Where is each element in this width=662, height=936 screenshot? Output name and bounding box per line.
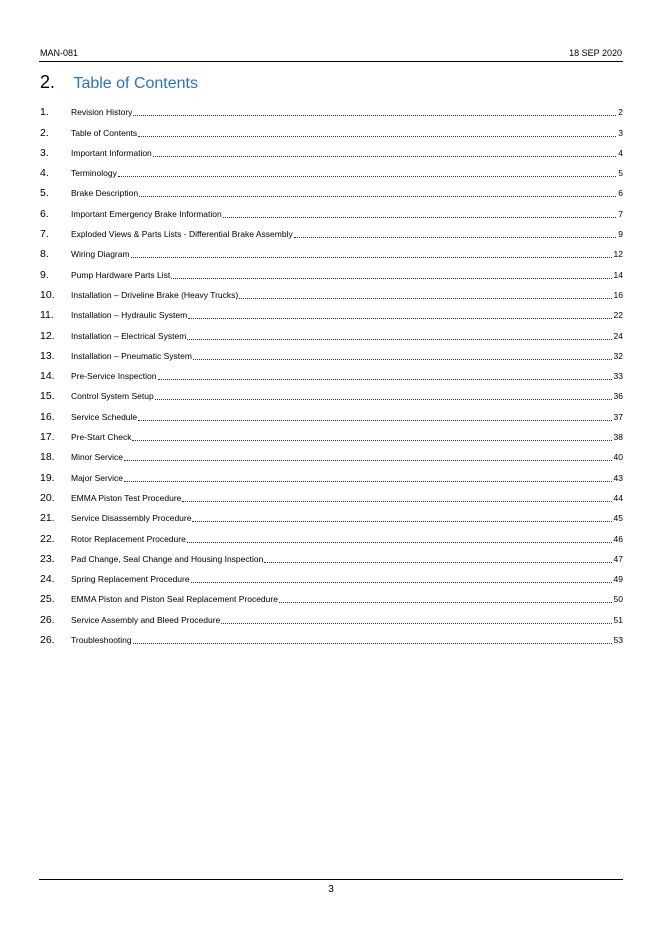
toc-leader-dots — [133, 643, 612, 644]
toc-entry[interactable] — [40, 605, 623, 625]
toc-entry-title[interactable]: Terminology — [71, 168, 117, 179]
toc-entry-number: 4. — [40, 167, 49, 180]
toc-entry-page: 45 — [613, 513, 623, 524]
toc-leader-dots — [187, 542, 612, 543]
page-footer — [39, 879, 623, 895]
document-date: 18 SEP 2020 — [569, 48, 622, 58]
page-number: 3 — [328, 884, 334, 895]
toc-entry-title[interactable]: Rotor Replacement Procedure — [71, 533, 186, 544]
toc-entry-title[interactable]: Major Service — [71, 472, 123, 483]
toc-entry[interactable] — [40, 118, 623, 138]
toc-leader-dots — [223, 217, 617, 218]
toc-entry-title[interactable]: Revision History — [71, 107, 133, 118]
toc-leader-dots — [239, 298, 611, 299]
toc-entry-title[interactable]: EMMA Piston and Piston Seal Replacement Procedure — [71, 594, 278, 605]
toc-entry-number: 16. — [40, 410, 55, 423]
toc-entry[interactable] — [40, 98, 623, 118]
toc-entry-number: 2. — [40, 126, 49, 139]
toc-entry[interactable] — [40, 565, 623, 585]
toc-entry[interactable] — [40, 585, 623, 605]
toc-entry-page: 7 — [618, 208, 623, 219]
toc-entry-page: 53 — [613, 635, 623, 646]
toc-entry-title[interactable]: Exploded Views & Parts Lists - Differential Brake Assembly — [71, 229, 293, 240]
toc-entry-title[interactable]: Important Emergency Brake Information — [71, 208, 222, 219]
toc-entry-title[interactable]: Pre-Service Inspection — [71, 371, 157, 382]
toc-entry[interactable] — [40, 301, 623, 321]
toc-entry-page: 14 — [613, 269, 623, 280]
toc-leader-dots — [264, 562, 611, 563]
toc-entry-title[interactable]: EMMA Piston Test Procedure — [71, 492, 182, 503]
toc-entry[interactable] — [40, 199, 623, 219]
toc-entry-page: 50 — [613, 594, 623, 605]
toc-leader-dots — [138, 420, 611, 421]
toc-entry-number: 3. — [40, 146, 49, 159]
toc-entry-page: 40 — [613, 452, 623, 463]
toc-leader-dots — [124, 481, 612, 482]
toc-entry[interactable] — [40, 179, 623, 199]
toc-entry[interactable] — [40, 139, 623, 159]
toc-entry-number: 10. — [40, 288, 55, 301]
toc-entry-title[interactable]: Installation – Electrical System — [71, 330, 187, 341]
toc-entry-page: 32 — [613, 350, 623, 361]
toc-entry-title[interactable]: Spring Replacement Procedure — [71, 574, 190, 585]
toc-leader-dots — [171, 278, 611, 279]
toc-entry-title[interactable]: Pad Change, Seal Change and Housing Inspection — [71, 553, 264, 564]
toc-entry-page: 46 — [613, 533, 623, 544]
section-number: 2. — [40, 72, 56, 92]
toc-entry-number: 23. — [40, 552, 55, 565]
toc-entry[interactable] — [40, 382, 623, 402]
toc-leader-dots — [279, 602, 612, 603]
toc-entry[interactable] — [40, 524, 623, 544]
toc-leader-dots — [132, 440, 611, 441]
toc-entry-title[interactable]: Table of Contents — [71, 127, 138, 138]
toc-entry-page: 4 — [618, 147, 623, 158]
toc-entry[interactable] — [40, 220, 623, 240]
toc-entry-number: 13. — [40, 349, 55, 362]
toc-entry-number: 9. — [40, 268, 49, 281]
toc-entry-number: 22. — [40, 532, 55, 545]
toc-leader-dots — [158, 379, 612, 380]
toc-entry-title[interactable]: Installation – Pneumatic System — [71, 350, 192, 361]
toc-entry[interactable] — [40, 443, 623, 463]
section-heading — [40, 71, 198, 93]
toc-entry-title[interactable]: Minor Service — [71, 452, 123, 463]
toc-entry-page: 6 — [618, 188, 623, 199]
toc-entry-page: 9 — [618, 229, 623, 240]
toc-entry-number: 21. — [40, 512, 55, 525]
toc-entry-page: 37 — [613, 411, 623, 422]
toc-entry[interactable] — [40, 260, 623, 280]
toc-entry-number: 7. — [40, 228, 49, 241]
toc-entry-number: 5. — [40, 187, 49, 200]
toc-entry-number: 26. — [40, 613, 55, 626]
toc-entry[interactable] — [40, 626, 623, 646]
toc-leader-dots — [193, 359, 612, 360]
toc-entry-title[interactable]: Important Information — [71, 147, 152, 158]
toc-entry-page: 24 — [613, 330, 623, 341]
table-of-contents — [40, 98, 623, 646]
toc-leader-dots — [153, 156, 616, 157]
toc-leader-dots — [155, 399, 612, 400]
toc-leader-dots — [192, 521, 611, 522]
toc-leader-dots — [182, 501, 611, 502]
toc-entry-page: 36 — [613, 391, 623, 402]
toc-leader-dots — [221, 623, 611, 624]
toc-entry-number: 1. — [40, 106, 49, 119]
toc-entry[interactable] — [40, 281, 623, 301]
toc-entry-title[interactable]: Wiring Diagram — [71, 249, 130, 260]
toc-leader-dots — [294, 237, 617, 238]
toc-entry[interactable] — [40, 484, 623, 504]
toc-entry-number: 15. — [40, 390, 55, 403]
toc-entry-number: 8. — [40, 248, 49, 261]
toc-entry-title[interactable]: Brake Description — [71, 188, 139, 199]
toc-entry-page: 51 — [613, 614, 623, 625]
toc-leader-dots — [188, 318, 611, 319]
toc-entry-number: 20. — [40, 491, 55, 504]
toc-entry[interactable] — [40, 463, 623, 483]
toc-leader-dots — [191, 582, 612, 583]
toc-entry-number: 6. — [40, 207, 49, 220]
page-header — [39, 44, 623, 62]
toc-entry-page: 3 — [618, 127, 623, 138]
toc-entry[interactable] — [40, 240, 623, 260]
toc-entry[interactable] — [40, 342, 623, 362]
toc-entry-number: 24. — [40, 573, 55, 586]
toc-entry-number: 12. — [40, 329, 55, 342]
toc-entry-number: 26. — [40, 634, 55, 647]
toc-entry-page: 12 — [613, 249, 623, 260]
toc-entry-page: 33 — [613, 371, 623, 382]
toc-entry[interactable] — [40, 504, 623, 524]
toc-entry-number: 25. — [40, 593, 55, 606]
toc-entry-page: 47 — [613, 553, 623, 564]
toc-entry-title[interactable]: Service Schedule — [71, 411, 138, 422]
toc-entry-page: 44 — [613, 492, 623, 503]
toc-entry-number: 14. — [40, 370, 55, 383]
toc-entry-title[interactable]: Installation – Driveline Brake (Heavy Trucks) — [71, 289, 239, 300]
toc-entry-title[interactable]: Installation – Hydraulic System — [71, 310, 188, 321]
toc-entry-number: 19. — [40, 471, 55, 484]
toc-leader-dots — [133, 115, 616, 116]
toc-entry[interactable] — [40, 545, 623, 565]
toc-entry-page: 2 — [618, 107, 623, 118]
toc-entry[interactable] — [40, 402, 623, 422]
document-id: MAN-081 — [40, 48, 79, 58]
toc-leader-dots — [131, 257, 612, 258]
toc-entry-page: 5 — [618, 168, 623, 179]
toc-leader-dots — [118, 176, 616, 177]
toc-entry[interactable] — [40, 362, 623, 382]
toc-leader-dots — [187, 339, 611, 340]
toc-entry-title[interactable]: Service Assembly and Bleed Procedure — [71, 614, 221, 625]
toc-entry-title[interactable]: Troubleshooting — [71, 635, 132, 646]
toc-leader-dots — [139, 196, 616, 197]
toc-entry-page: 22 — [613, 310, 623, 321]
toc-entry-page: 49 — [613, 574, 623, 585]
toc-entry-page: 38 — [613, 432, 623, 443]
toc-entry[interactable] — [40, 159, 623, 179]
toc-entry-title[interactable]: Pre-Start Check — [71, 432, 132, 443]
toc-entry[interactable] — [40, 423, 623, 443]
toc-entry[interactable] — [40, 321, 623, 341]
toc-leader-dots — [138, 136, 616, 137]
toc-entry-title[interactable]: Service Disassembly Procedure — [71, 513, 192, 524]
toc-entry-title[interactable]: Control System Setup — [71, 391, 154, 402]
toc-entry-page: 43 — [613, 472, 623, 483]
toc-entry-number: 11. — [40, 309, 54, 322]
toc-entry-page: 16 — [613, 289, 623, 300]
section-title: Table of Contents — [73, 75, 198, 92]
toc-entry-title[interactable]: Pump Hardware Parts List — [71, 269, 171, 280]
toc-entry-number: 18. — [40, 451, 55, 464]
toc-leader-dots — [124, 460, 612, 461]
toc-entry-number: 17. — [40, 431, 55, 444]
